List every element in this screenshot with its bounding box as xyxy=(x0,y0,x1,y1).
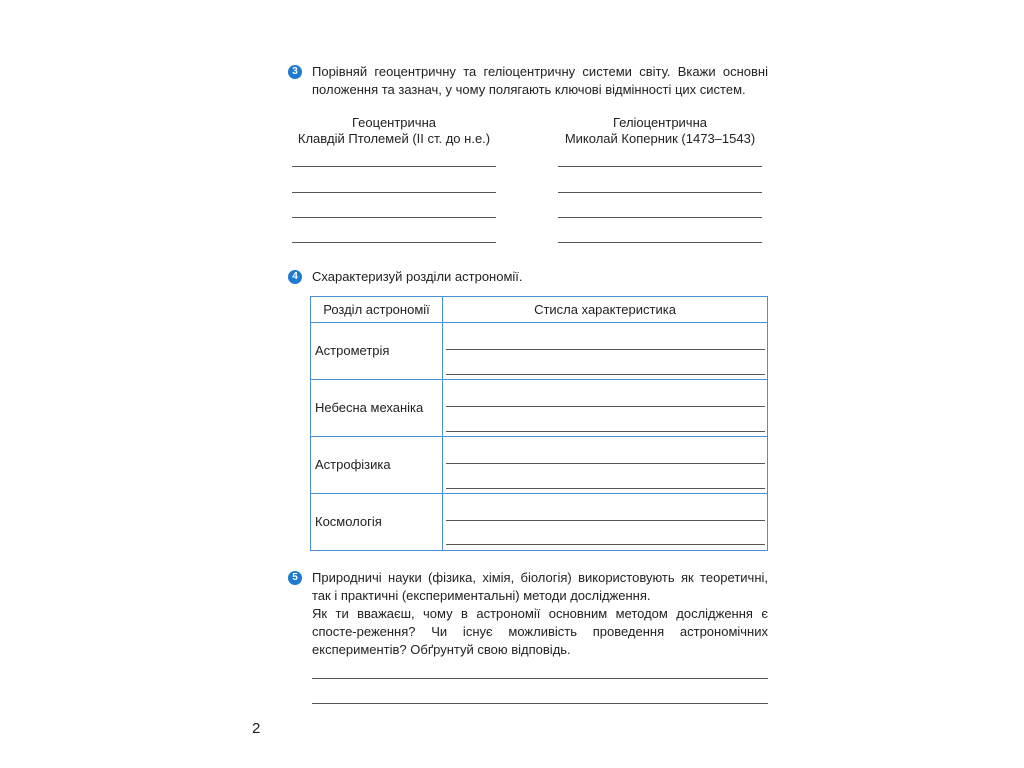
section-name: Космологія xyxy=(315,514,382,529)
header-section: Розділ астрономії xyxy=(323,302,430,317)
description-answer-line[interactable] xyxy=(446,463,765,464)
heliocentric-answer-line[interactable] xyxy=(558,166,762,167)
description-answer-line[interactable] xyxy=(446,544,765,545)
table-row xyxy=(311,437,767,494)
question-4-text xyxy=(312,268,768,286)
heliocentric-answer-line[interactable] xyxy=(558,242,762,243)
heliocentric-answer-line[interactable] xyxy=(558,217,762,218)
description-answer-line[interactable] xyxy=(446,349,765,350)
table-row xyxy=(311,494,767,551)
heliocentric-answer-line[interactable] xyxy=(558,192,762,193)
question-4-badge: 4 xyxy=(288,270,302,284)
geocentric-answer-line[interactable] xyxy=(292,242,496,243)
question-5-badge: 5 xyxy=(288,571,302,585)
header-description: Стисла характеристика xyxy=(534,302,676,317)
section-name: Небесна механіка xyxy=(315,400,424,415)
question-5-paragraph-1: Природничі науки (фізика, хімія, біологія) використовують як теоретичні, так і практичні (експериментальні) методи дослідження. xyxy=(312,570,768,603)
heliocentric-subtitle: Миколай Коперник (1473–1543) xyxy=(564,131,756,146)
table-header xyxy=(311,297,767,323)
question-3-text xyxy=(312,63,768,99)
question-4-paragraph: Схарактеризуй розділи астрономії. xyxy=(312,269,523,284)
description-answer-line[interactable] xyxy=(446,374,765,375)
geocentric-answer-line[interactable] xyxy=(292,192,496,193)
table-row xyxy=(311,380,767,437)
geocentric-subtitle: Клавдій Птолемей (II ст. до н.е.) xyxy=(297,131,491,146)
table-row xyxy=(311,323,767,380)
heliocentric-title: Геліоцентрична xyxy=(612,115,707,130)
description-answer-line[interactable] xyxy=(446,431,765,432)
question-3-badge: 3 xyxy=(288,65,302,79)
question-5-answer-line[interactable] xyxy=(312,678,768,679)
heliocentric-header xyxy=(545,115,775,147)
geocentric-title: Геоцентрична xyxy=(352,115,436,130)
question-5-answer-line[interactable] xyxy=(312,703,768,704)
geocentric-answer-line[interactable] xyxy=(292,217,496,218)
geocentric-header xyxy=(279,115,509,147)
question-5-paragraph-2: Як ти вважаєш, чому в астрономії основним методом дослідження є спосте-реження? Чи існує можливість проведення астрономічних експериментів? Обґрунтуй свою відповідь. xyxy=(312,606,768,657)
description-answer-line[interactable] xyxy=(446,406,765,407)
astronomy-sections-table xyxy=(310,296,768,551)
section-name: Астрофізика xyxy=(315,457,391,472)
section-name: Астрометрія xyxy=(315,343,390,358)
description-answer-line[interactable] xyxy=(446,488,765,489)
question-3-paragraph: Порівняй геоцентричну та геліоцентричну системи світу. Вкажи основні положення та зазнач, у чому полягають ключові відмінності цих систем. xyxy=(312,64,768,97)
page-number: 2 xyxy=(252,720,261,737)
description-answer-line[interactable] xyxy=(446,520,765,521)
geocentric-answer-line[interactable] xyxy=(292,166,496,167)
question-5-text xyxy=(312,569,768,659)
